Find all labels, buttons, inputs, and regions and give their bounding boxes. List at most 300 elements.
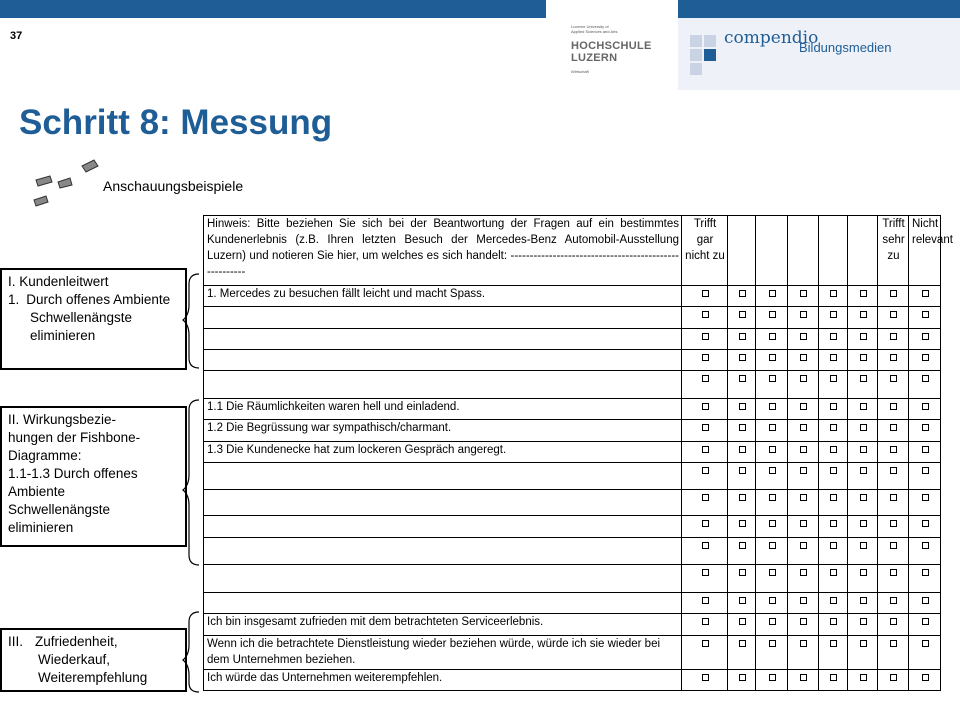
rating-cell [878,670,909,691]
rating-checkbox[interactable] [830,403,837,410]
rating-checkbox[interactable] [830,424,837,431]
rating-cell [819,420,848,442]
rating-cell [682,286,728,307]
question-cell [204,565,682,593]
rating-cell [909,593,941,614]
rating-checkbox[interactable] [830,467,837,474]
box2-line: Ambiente [8,484,66,499]
rating-checkbox[interactable] [800,597,807,604]
compendio-wordmark: compendio [724,28,819,48]
box2-line: Diagramme: [8,448,82,463]
rating-checkbox[interactable] [769,520,776,527]
scale-header: Nicht relevant [909,216,941,286]
rating-cell [728,593,756,614]
rating-checkbox[interactable] [702,618,709,625]
rating-checkbox[interactable] [702,375,709,382]
rating-checkbox[interactable] [922,311,929,318]
rating-checkbox[interactable] [860,640,867,647]
rating-checkbox[interactable] [739,542,746,549]
rating-cell [728,350,756,371]
table-row [204,420,941,442]
rating-cell [756,670,788,691]
table-row [204,307,941,329]
rating-checkbox[interactable] [702,542,709,549]
rating-checkbox[interactable] [800,494,807,501]
rating-cell [848,307,878,329]
rating-checkbox[interactable] [769,424,776,431]
rating-cell [848,286,878,307]
rating-checkbox[interactable] [860,311,867,318]
rating-checkbox[interactable] [860,446,867,453]
rating-checkbox[interactable] [800,311,807,318]
rating-checkbox[interactable] [702,674,709,681]
rating-checkbox[interactable] [860,597,867,604]
rating-cell [878,636,909,670]
question-cell: 1.2 Die Begrüssung war sympathisch/charmant. [204,420,682,442]
rating-cell [682,490,728,516]
rating-checkbox[interactable] [860,569,867,576]
rating-cell [909,442,941,463]
rating-cell [878,329,909,350]
table-row [204,286,941,307]
table-row [204,329,941,350]
rating-cell [788,670,819,691]
rating-cell [788,329,819,350]
rating-cell [756,307,788,329]
rating-cell [728,286,756,307]
rating-cell [788,463,819,490]
rating-cell [848,442,878,463]
rating-cell [788,399,819,420]
rating-checkbox[interactable] [922,403,929,410]
rating-checkbox[interactable] [922,333,929,340]
table-row [204,463,941,490]
rating-checkbox[interactable] [922,290,929,297]
question-cell [204,329,682,350]
hslu-tagline [571,24,617,34]
rating-checkbox[interactable] [739,354,746,361]
rating-cell [819,490,848,516]
rating-checkbox[interactable] [922,354,929,361]
rating-checkbox[interactable] [890,618,897,625]
rating-cell [728,371,756,399]
rating-checkbox[interactable] [702,569,709,576]
rating-checkbox[interactable] [800,618,807,625]
box2-line: eliminieren [8,520,74,535]
rating-cell [788,307,819,329]
rating-checkbox[interactable] [830,542,837,549]
rating-cell [756,463,788,490]
question-cell: 1.1 Die Räumlichkeiten waren hell und einladend. [204,399,682,420]
rating-cell [788,593,819,614]
rating-cell [909,399,941,420]
rating-checkbox[interactable] [800,424,807,431]
rating-cell [728,538,756,565]
question-cell: 1. Mercedes zu besuchen fällt leicht und macht Spass. [204,286,682,307]
rating-cell [728,463,756,490]
table-row [204,490,941,516]
hslu-tagline-line: Applied Sciences and Arts [571,29,618,34]
rating-checkbox[interactable] [739,403,746,410]
rating-cell [819,399,848,420]
rating-checkbox[interactable] [922,467,929,474]
rating-cell [728,565,756,593]
rating-cell [788,420,819,442]
rating-cell [848,420,878,442]
rating-checkbox[interactable] [830,494,837,501]
rating-checkbox[interactable] [739,311,746,318]
sidebar-box-zufriedenheit [0,628,187,692]
rating-checkbox[interactable] [769,618,776,625]
rating-checkbox[interactable] [800,467,807,474]
rating-checkbox[interactable] [922,674,929,681]
rating-cell [788,614,819,636]
rating-checkbox[interactable] [922,640,929,647]
rating-checkbox[interactable] [830,290,837,297]
hslu-name-line1: HOCHSCHULE [571,40,652,52]
rating-cell [682,636,728,670]
rating-cell [819,565,848,593]
rating-checkbox[interactable] [769,446,776,453]
rating-checkbox[interactable] [860,467,867,474]
rating-checkbox[interactable] [702,446,709,453]
rating-cell [682,565,728,593]
rating-cell [788,636,819,670]
box2-line: II. Wirkungsbezie- [8,412,117,427]
rating-cell [788,565,819,593]
rating-cell [728,420,756,442]
box2-line: Schwellenängste [8,502,111,517]
rating-cell [909,538,941,565]
rating-checkbox[interactable] [922,569,929,576]
rating-checkbox[interactable] [769,333,776,340]
rating-cell [909,490,941,516]
table-row [204,593,941,614]
top-bar [0,0,960,18]
rating-cell [682,538,728,565]
rating-checkbox[interactable] [702,311,709,318]
rating-cell [819,538,848,565]
rating-cell [848,329,878,350]
rating-cell [682,371,728,399]
rating-cell [756,329,788,350]
rating-checkbox[interactable] [800,354,807,361]
rating-cell [788,442,819,463]
rating-checkbox[interactable] [769,494,776,501]
scale-header: Trifft gar nicht zu [682,216,728,286]
rating-cell [756,516,788,538]
table-row [204,636,941,670]
rating-cell [909,307,941,329]
rating-cell [728,399,756,420]
rating-checkbox[interactable] [890,354,897,361]
box1-title: I. Kundenleitwert [8,274,109,289]
rating-cell [756,593,788,614]
rating-checkbox[interactable] [800,569,807,576]
rating-cell [788,516,819,538]
rating-checkbox[interactable] [769,674,776,681]
rating-checkbox[interactable] [739,467,746,474]
rating-checkbox[interactable] [800,520,807,527]
rating-checkbox[interactable] [739,618,746,625]
rating-cell [682,420,728,442]
rating-cell [878,614,909,636]
rating-checkbox[interactable] [922,424,929,431]
rating-checkbox[interactable] [860,424,867,431]
rating-checkbox[interactable] [800,290,807,297]
box2-line: hungen der Fishbone- [8,430,141,445]
rating-checkbox[interactable] [860,494,867,501]
rating-checkbox[interactable] [890,403,897,410]
rating-cell [909,614,941,636]
rating-checkbox[interactable] [890,333,897,340]
rating-cell [878,516,909,538]
rating-cell [819,516,848,538]
question-cell [204,350,682,371]
rating-checkbox[interactable] [830,674,837,681]
rating-checkbox[interactable] [860,333,867,340]
rating-checkbox[interactable] [800,640,807,647]
rating-cell [909,420,941,442]
rating-checkbox[interactable] [800,333,807,340]
hint-cell: Hinweis: Bitte beziehen Sie sich bei der Beantwortung der Fragen auf ein bestimmtes Kundenerlebnis (z.B. Ihren letzten Besuch der Mercedes-Benz Automobil-Ausstellung Luzern) und notieren Sie hier, um welches es sich handelt: ------------------------------------------------------ [204,216,682,286]
rating-cell [878,399,909,420]
rating-checkbox[interactable] [890,446,897,453]
rating-cell [848,614,878,636]
rating-cell [756,614,788,636]
rating-cell [819,371,848,399]
rating-cell [819,670,848,691]
rating-cell [728,636,756,670]
rating-checkbox[interactable] [702,290,709,297]
rating-cell [878,538,909,565]
rating-cell [848,399,878,420]
rating-cell [878,307,909,329]
rating-checkbox[interactable] [890,467,897,474]
rating-cell [848,350,878,371]
rating-checkbox[interactable] [800,674,807,681]
top-bar-gap [546,0,678,18]
rating-checkbox[interactable] [769,569,776,576]
rating-checkbox[interactable] [769,290,776,297]
rating-checkbox[interactable] [860,520,867,527]
rating-cell [682,463,728,490]
hand-pointer-icon [30,158,102,212]
table-row [204,538,941,565]
rating-cell [756,538,788,565]
rating-checkbox[interactable] [769,375,776,382]
rating-checkbox[interactable] [860,354,867,361]
rating-cell [909,371,941,399]
rating-checkbox[interactable] [890,640,897,647]
rating-checkbox[interactable] [922,618,929,625]
rating-checkbox[interactable] [830,618,837,625]
rating-checkbox[interactable] [739,569,746,576]
rating-checkbox[interactable] [769,311,776,318]
rating-checkbox[interactable] [890,424,897,431]
hslu-name-line2: LUZERN [571,52,618,64]
rating-cell [682,516,728,538]
rating-checkbox[interactable] [830,446,837,453]
rating-checkbox[interactable] [830,640,837,647]
rating-checkbox[interactable] [702,403,709,410]
rating-checkbox[interactable] [830,569,837,576]
rating-checkbox[interactable] [922,597,929,604]
compendio-logo-icon [690,35,720,75]
rating-checkbox[interactable] [830,520,837,527]
bracket-2 [183,400,199,565]
rating-checkbox[interactable] [860,618,867,625]
rating-checkbox[interactable] [890,542,897,549]
rating-checkbox[interactable] [769,403,776,410]
rating-checkbox[interactable] [800,403,807,410]
rating-cell [788,371,819,399]
rating-checkbox[interactable] [702,467,709,474]
table-row [204,516,941,538]
rating-checkbox[interactable] [702,354,709,361]
rating-checkbox[interactable] [800,446,807,453]
scale-header [819,216,848,286]
rating-cell [909,286,941,307]
rating-cell [909,516,941,538]
rating-checkbox[interactable] [800,375,807,382]
rating-cell [756,350,788,371]
rating-checkbox[interactable] [830,375,837,382]
rating-checkbox[interactable] [739,640,746,647]
table-row [204,565,941,593]
table-row [204,670,941,691]
rating-cell [909,670,941,691]
rating-checkbox[interactable] [890,597,897,604]
rating-cell [756,636,788,670]
box2-line: 1.1-1.3 Durch offenes [8,466,138,481]
rating-cell [819,636,848,670]
rating-checkbox[interactable] [739,333,746,340]
rating-checkbox[interactable] [830,354,837,361]
rating-checkbox[interactable] [890,520,897,527]
table-row [204,399,941,420]
rating-checkbox[interactable] [890,494,897,501]
rating-checkbox[interactable] [860,290,867,297]
rating-checkbox[interactable] [702,597,709,604]
rating-checkbox[interactable] [922,375,929,382]
rating-cell [909,329,941,350]
hslu-tagline-line: Lucerne University of [571,24,609,29]
rating-cell [788,538,819,565]
rating-checkbox[interactable] [922,542,929,549]
rating-checkbox[interactable] [702,640,709,647]
table-header-row [204,216,941,286]
rating-checkbox[interactable] [890,375,897,382]
rating-cell [682,329,728,350]
slide-subtitle: Anschauungsbeispiele [103,178,244,194]
rating-checkbox[interactable] [702,494,709,501]
rating-checkbox[interactable] [702,333,709,340]
rating-checkbox[interactable] [739,520,746,527]
rating-checkbox[interactable] [769,542,776,549]
rating-cell [909,463,941,490]
rating-checkbox[interactable] [890,311,897,318]
rating-checkbox[interactable] [739,494,746,501]
question-cell [204,371,682,399]
rating-checkbox[interactable] [830,311,837,318]
rating-checkbox[interactable] [922,494,929,501]
rating-checkbox[interactable] [739,424,746,431]
rating-checkbox[interactable] [769,597,776,604]
rating-cell [878,593,909,614]
rating-cell [682,399,728,420]
rating-checkbox[interactable] [702,424,709,431]
rating-cell [848,371,878,399]
rating-cell [848,565,878,593]
box1-item [8,291,181,345]
rating-checkbox[interactable] [800,542,807,549]
question-cell [204,516,682,538]
rating-checkbox[interactable] [739,375,746,382]
rating-checkbox[interactable] [860,674,867,681]
sidebar-box-wirkungsbeziehungen [0,406,187,547]
rating-cell [728,329,756,350]
rating-checkbox[interactable] [890,674,897,681]
rating-cell [728,516,756,538]
table-row [204,350,941,371]
box3-item-text: Zufriedenheit, Wiederkauf, Weiterempfehlung [35,634,148,685]
rating-checkbox[interactable] [739,446,746,453]
rating-cell [819,463,848,490]
scale-header [848,216,878,286]
rating-checkbox[interactable] [922,520,929,527]
rating-cell [682,442,728,463]
rating-checkbox[interactable] [769,640,776,647]
rating-cell [909,350,941,371]
rating-checkbox[interactable] [702,520,709,527]
rating-checkbox[interactable] [860,542,867,549]
rating-cell [728,614,756,636]
rating-cell [756,399,788,420]
box3-item [8,633,181,687]
scale-header [756,216,788,286]
rating-checkbox[interactable] [769,354,776,361]
box3-item-number: III. [8,634,24,649]
question-cell [204,538,682,565]
rating-cell [819,593,848,614]
rating-checkbox[interactable] [739,597,746,604]
rating-checkbox[interactable] [890,290,897,297]
rating-checkbox[interactable] [860,375,867,382]
scale-header [728,216,756,286]
rating-cell [788,286,819,307]
rating-checkbox[interactable] [922,446,929,453]
rating-checkbox[interactable] [830,333,837,340]
rating-cell [878,490,909,516]
rating-cell [819,286,848,307]
rating-checkbox[interactable] [860,403,867,410]
rating-cell [878,442,909,463]
rating-cell [848,490,878,516]
rating-checkbox[interactable] [739,290,746,297]
rating-cell [728,670,756,691]
rating-cell [788,490,819,516]
curly-brackets [181,250,203,695]
scale-header [788,216,819,286]
slide-title: Schritt 8: Messung [19,103,333,142]
rating-cell [909,636,941,670]
rating-checkbox[interactable] [830,597,837,604]
rating-checkbox[interactable] [890,569,897,576]
rating-checkbox[interactable] [769,467,776,474]
rating-checkbox[interactable] [739,674,746,681]
rating-cell [878,286,909,307]
